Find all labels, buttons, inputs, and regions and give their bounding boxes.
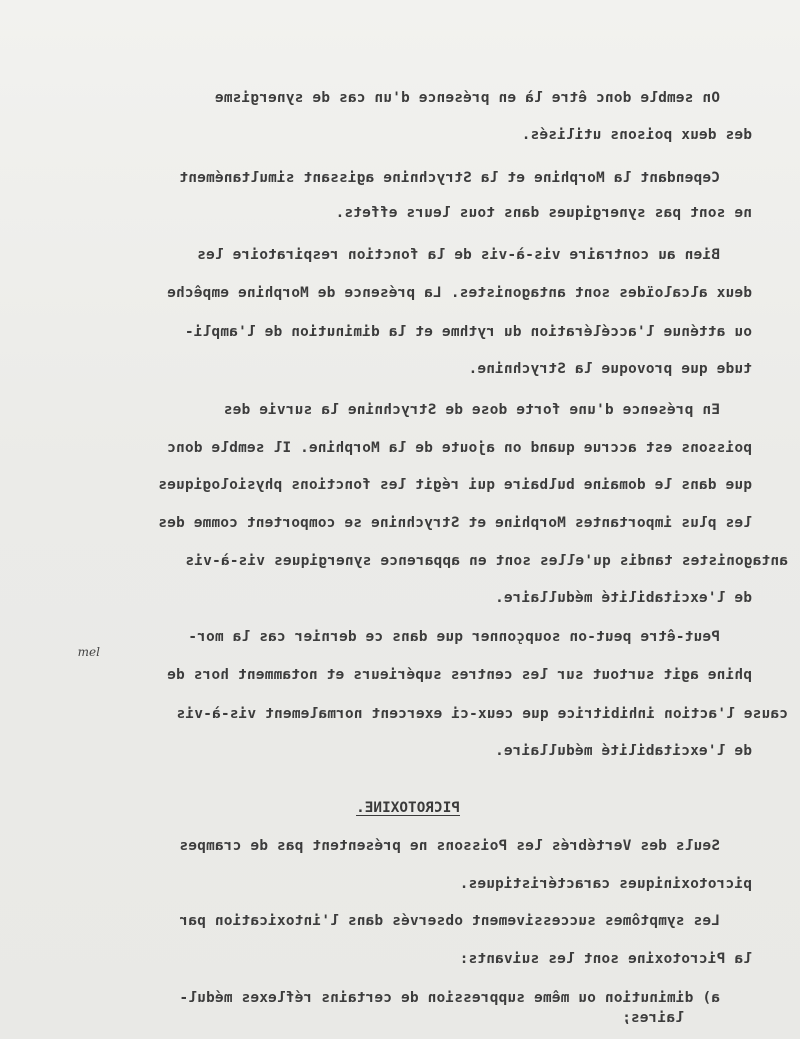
- text-line: Seuls des Vertébrés les Poissons ne présentent pas de crampes: [179, 838, 720, 854]
- text-line: ne sont pas synergiques dans tous leurs effets.: [335, 205, 752, 221]
- section-heading: PICROTOXINE.: [356, 800, 460, 816]
- text-line: Les symptômes successivement observés dans l'intoxication par: [179, 913, 720, 929]
- text-line: Cependant la Morphine et la Strychnine agissant simultanément: [179, 170, 720, 186]
- text-line: phine agit surtout sur les centres supérieurs et notamment hors de: [166, 667, 752, 683]
- text-line: laires;: [621, 1010, 684, 1026]
- text-line: En présence d'une forte dose de Strychnine la survie des: [223, 402, 720, 418]
- text-line: On semble donc être là en présence d'un cas de synergisme: [214, 90, 720, 106]
- text-line: picrotoxiniques caractéristiques.: [459, 876, 752, 892]
- handwritten-annotation: mel: [77, 645, 100, 659]
- text-line: de l'excitabilité médullaire.: [494, 743, 752, 759]
- text-line: ou atténue l'accélération du rythme et la diminution de l'ampli-: [184, 324, 752, 340]
- text-line: antagonistes tandis qu'elles sont en apparence synergiques vis-à-vis: [185, 553, 788, 569]
- text-line: que dans le domaine bulbaire qui régit les fonctions physiologiques: [158, 477, 752, 493]
- text-line: deux alcaloïdes sont antagonistes. La présence de Morphine empêche: [166, 285, 752, 301]
- text-line: de l'excitabilité médullaire.: [494, 590, 752, 606]
- text-line: la Picrotoxine sont les suivants:: [459, 951, 752, 967]
- text-line: Peut-être peut-on soupçonner que dans ce dernier cas la mor-: [188, 629, 720, 645]
- text-line: a) diminution ou même suppression de certains réflexes médul-: [179, 990, 720, 1006]
- text-line: des deux poisons utilisés.: [521, 127, 752, 143]
- text-line: les plus importantes Morphine et Strychnine se comportent comme des: [158, 515, 752, 531]
- text-line: Bien au contraire vis-à-vis de la fonction respiratoire les: [197, 247, 720, 263]
- text-line: cause l'action inhibitrice que ceux-ci exercent normalement vis-à-vis: [176, 706, 788, 722]
- text-line: tude que provoque la Strychnine.: [468, 361, 752, 377]
- text-line: poissons est accrue quand on ajoute de la Morphine. Il semble donc: [166, 440, 752, 456]
